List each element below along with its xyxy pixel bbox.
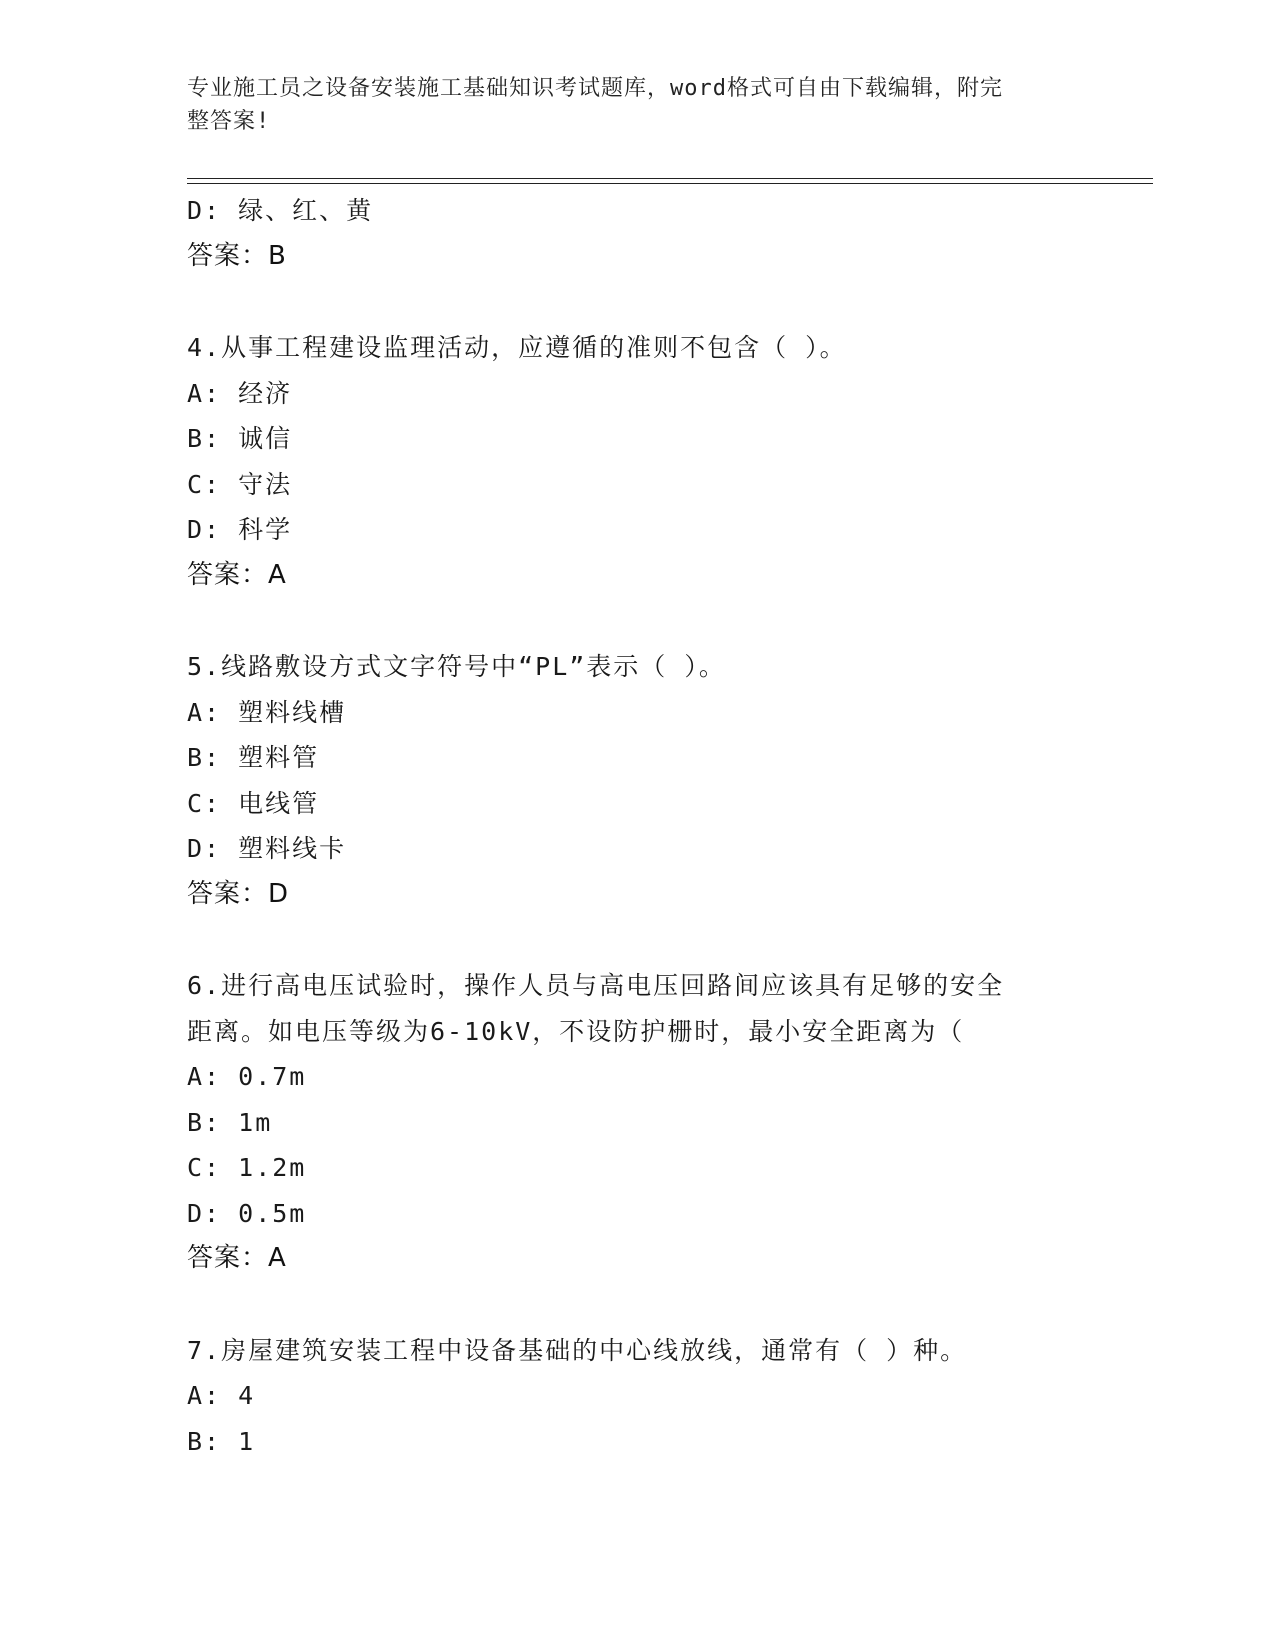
- question-list: [187, 188, 1087, 1464]
- spacer: [187, 279, 1087, 325]
- option-a: A: 0.7m: [187, 1062, 307, 1091]
- option-a: A: 经济: [187, 378, 293, 408]
- option-a: A: 塑料线槽: [187, 697, 347, 727]
- header-divider-bottom: [187, 183, 1153, 184]
- question-block-6: [187, 963, 1087, 1282]
- option-b: B: 1: [187, 1426, 256, 1456]
- question-block-3-tail: [187, 188, 1087, 279]
- question-stem: 4.从事工程建设监理活动，应遵循的准则不包含（ ）。: [187, 333, 847, 362]
- option-d: D: 科学: [187, 515, 293, 544]
- answer-line: 答案：A: [187, 1243, 287, 1273]
- question-block-7: [187, 1328, 1087, 1465]
- question-stem: 5.线路敷设方式文字符号中“PL”表示（ ）。: [187, 652, 726, 681]
- header-line-2: 整答案!: [187, 109, 271, 134]
- option-b: B: 1m: [187, 1107, 273, 1137]
- header-divider-top: [187, 178, 1153, 179]
- option-d: D: 0.5m: [187, 1198, 307, 1228]
- document-header: [187, 72, 1067, 138]
- answer-line: 答案：B: [187, 240, 287, 271]
- answer-line: 答案：D: [187, 878, 290, 909]
- question-stem: 7.房屋建筑安装工程中设备基础的中心线放线，通常有（ ）种。: [187, 1335, 968, 1365]
- spacer: [187, 1282, 1087, 1328]
- question-block-4: [187, 325, 1087, 598]
- question-stem-line-1: 6.进行高电压试验时，操作人员与高电压回路间应该具有足够的安全: [187, 971, 1005, 1000]
- option-c: C: 1.2m: [187, 1153, 307, 1182]
- header-line-1: 专业施工员之设备安装施工基础知识考试题库，word格式可自由下载编辑，附完: [187, 76, 1003, 101]
- spacer: [187, 917, 1087, 963]
- option-c: C: 守法: [187, 469, 293, 499]
- question-stem-line-2: 距离。如电压等级为6-10kV，不设防护栅时，最小安全距离为（: [187, 1016, 965, 1046]
- option-b: B: 塑料管: [187, 743, 320, 772]
- option-b: B: 诚信: [187, 424, 293, 453]
- option-c: C: 电线管: [187, 788, 320, 818]
- option-d: D: 绿、红、黄: [187, 196, 374, 225]
- question-block-5: [187, 644, 1087, 917]
- answer-line: 答案：A: [187, 559, 287, 590]
- option-d: D: 塑料线卡: [187, 834, 347, 863]
- option-a: A: 4: [187, 1381, 256, 1410]
- spacer: [187, 598, 1087, 644]
